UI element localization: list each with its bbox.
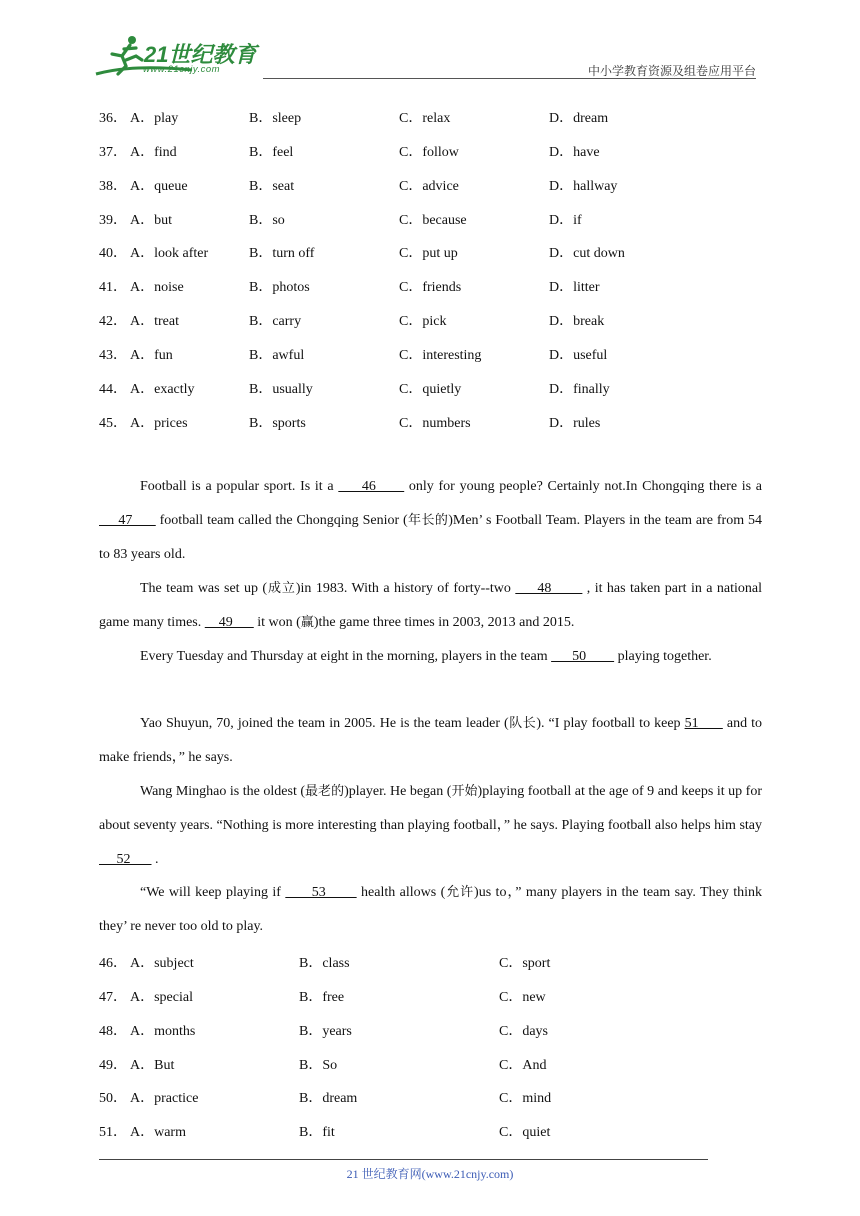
option-a: A．prices (130, 416, 188, 431)
question-number: 39． (99, 213, 127, 228)
option-a: A．warm (130, 1125, 186, 1140)
blank-48: 48 (515, 581, 583, 596)
option-a: A．queue (130, 179, 188, 194)
question-number: 38． (99, 179, 127, 194)
option-d: D．break (549, 314, 605, 329)
option-b: B．So (299, 1058, 338, 1073)
option-c: C．interesting (399, 348, 482, 363)
blank-47: 47 (99, 513, 156, 528)
option-a: A．noise (130, 280, 184, 295)
option-a: A．months (130, 1024, 196, 1039)
option-c: C．advice (399, 179, 459, 194)
option-a: A．practice (130, 1091, 199, 1106)
option-c: C．put up (399, 246, 458, 261)
option-a: A．treat (130, 314, 179, 329)
option-b: B．carry (249, 314, 302, 329)
question-number: 44． (99, 382, 127, 397)
question-number: 47． (99, 990, 127, 1005)
option-a: A．find (130, 145, 177, 160)
question-number: 49． (99, 1058, 127, 1073)
option-a: A．play (130, 111, 179, 126)
passage-paragraph-4: Yao Shuyun, 70, joined the team in 2005. He is the team leader (队长). “I play football to keep 51 and to make friends，” he says. (99, 716, 762, 765)
logo-url: www.21cnjy.com (143, 64, 221, 75)
option-b: B．photos (249, 280, 310, 295)
option-a: A．subject (130, 956, 194, 971)
question-number: 46． (99, 956, 127, 971)
option-b: B．awful (249, 348, 305, 363)
option-c: C．sport (499, 956, 551, 971)
question-number: 42． (99, 314, 127, 329)
option-a: A．special (130, 990, 193, 1005)
option-c: C．relax (399, 111, 451, 126)
option-c: C．because (399, 213, 467, 228)
option-a: A．But (130, 1058, 175, 1073)
option-b: B．feel (249, 145, 294, 160)
option-b: B．years (299, 1024, 352, 1039)
option-c: C．new (499, 990, 546, 1005)
option-b: B．dream (299, 1091, 358, 1106)
footer-divider (99, 1159, 708, 1160)
option-b: B．seat (249, 179, 295, 194)
blank-52: 52 (99, 852, 152, 867)
option-b: B．sleep (249, 111, 302, 126)
option-c: C．days (499, 1024, 548, 1039)
passage-paragraph-6: “We will keep playing if 53 health allows (允许)us to，” many players in the team say. They think they’ re never too old to play. (99, 885, 763, 934)
passage-paragraph-5: Wang Minghao is the oldest (最老的)player. He began (开始)playing football at the age of 9 and keeps it up for about seventy years. “Nothing is more interesting than playing football，” he says. Playing football also helps him stay 52 . (99, 784, 762, 867)
question-number: 36． (99, 111, 127, 126)
passage-paragraph-3: Every Tuesday and Thursday at eight in the morning, players in the team 50 playing together. (140, 649, 712, 664)
blank-53: 53 (285, 885, 357, 900)
question-number: 41． (99, 280, 127, 295)
logo-text: 21世纪教育 (144, 42, 257, 67)
passage-paragraph-2: The team was set up (成立)in 1983. With a history of forty--two 48 , it has taken part in a national game many times. 49 it won (赢)the game three times in 2003, 2013 and 2015. (99, 581, 762, 630)
option-a: A．exactly (130, 382, 195, 397)
option-c: C．pick (399, 314, 447, 329)
option-c: C．quiet (499, 1125, 551, 1140)
question-number: 37． (99, 145, 127, 160)
option-d: D．finally (549, 382, 610, 397)
blank-50: 50 (551, 649, 615, 664)
option-b: B．free (299, 990, 345, 1005)
option-c: C．quietly (399, 382, 462, 397)
blank-46: 46 (338, 479, 405, 494)
option-b: B．so (249, 213, 285, 228)
passage-paragraph-1: Football is a popular sport. Is it a 46 only for young people? Certainly not.In Chongqing there is a 47 football team called the Chongqing Senior (年长的)Men’ s Football Team. Players in the team are from 54 to 83 years old. (99, 479, 763, 562)
question-number: 50． (99, 1091, 127, 1106)
page-header (0, 0, 860, 80)
option-d: D．cut down (549, 246, 625, 261)
blank-49: 49 (204, 615, 254, 630)
option-d: D．hallway (549, 179, 618, 194)
option-c: C．mind (499, 1091, 552, 1106)
option-b: B．class (299, 956, 350, 971)
option-c: C．friends (399, 280, 462, 295)
option-a: A．look after (130, 246, 209, 261)
option-a: A．but (130, 213, 172, 228)
option-d: D．if (549, 213, 582, 228)
option-d: D．useful (549, 348, 608, 363)
question-number: 45． (99, 416, 127, 431)
option-c: C．And (499, 1058, 547, 1073)
question-number: 40． (99, 246, 127, 261)
option-b: B．fit (299, 1125, 335, 1140)
option-d: D．dream (549, 111, 609, 126)
option-c: C．numbers (399, 416, 471, 431)
option-b: B．turn off (249, 246, 315, 261)
option-b: B．sports (249, 416, 306, 431)
option-c: C．follow (399, 145, 459, 160)
option-d: D．litter (549, 280, 600, 295)
header-divider (263, 78, 756, 79)
question-number: 51． (99, 1125, 127, 1140)
option-d: D．have (549, 145, 600, 160)
page-footer: 21 世纪教育网(www.21cnjy.com) (346, 1167, 514, 1181)
platform-title: 中小学教育资源及组卷应用平台 (587, 64, 756, 78)
question-number: 43． (99, 348, 127, 363)
blank-51: 51 (684, 716, 723, 731)
option-d: D．rules (549, 416, 601, 431)
question-number: 48． (99, 1024, 127, 1039)
option-a: A．fun (130, 348, 173, 363)
option-b: B．usually (249, 382, 313, 397)
